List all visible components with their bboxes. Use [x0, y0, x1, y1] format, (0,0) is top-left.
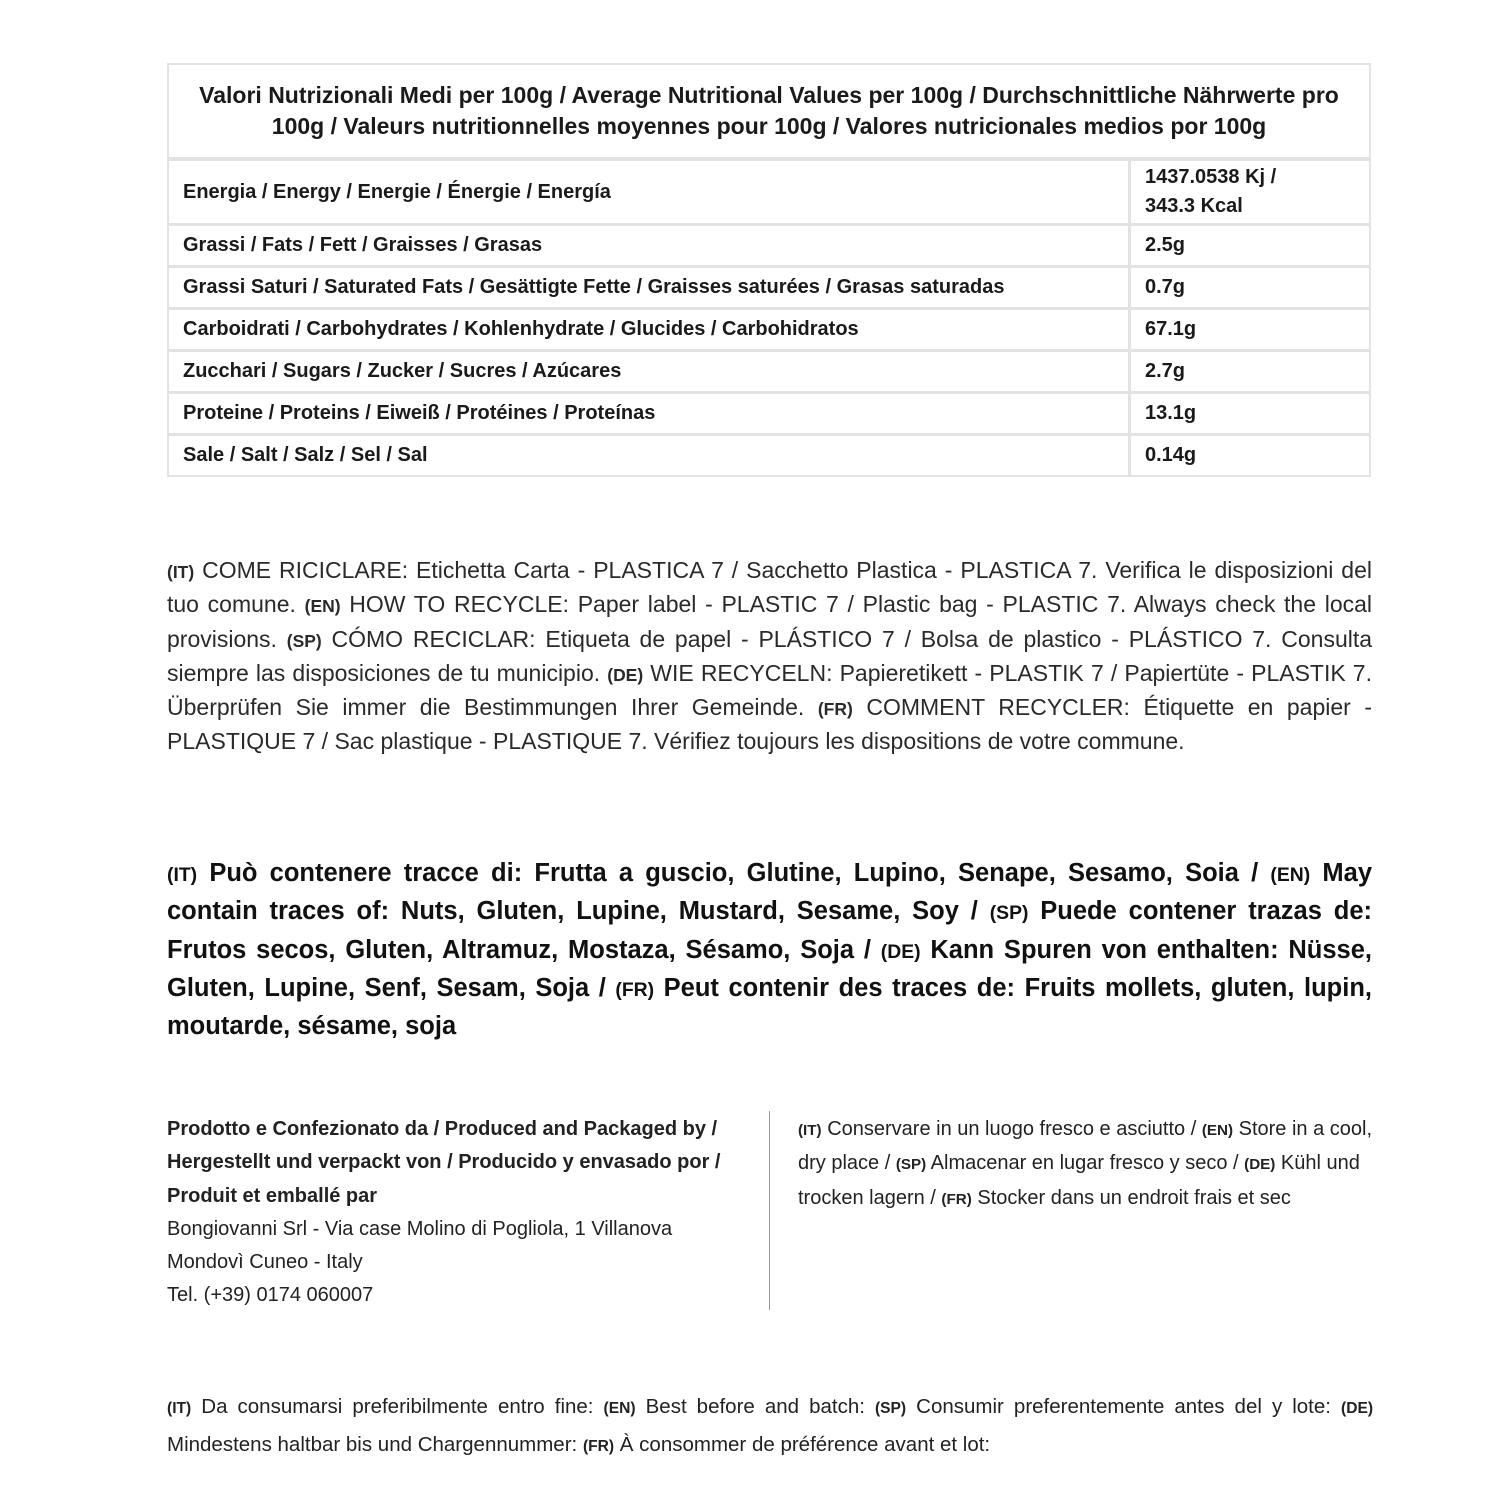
nutrition-table	[167, 63, 1371, 477]
language-code: (FR)	[582, 1438, 615, 1455]
language-code: (FR)	[615, 978, 655, 1001]
allergen-text: Può contenere tracce di: Frutta a guscio, Glutine, Lupino, Senape, Sesamo, Soia /	[209, 859, 1259, 887]
nutrient-label: Proteine / Proteins / Eiweiß / Protéines / Proteínas	[168, 393, 1130, 435]
language-code: (DE)	[880, 940, 921, 963]
best-before-text: Consumir preferentemente antes del y lote:	[916, 1395, 1331, 1418]
best-before-text: Mindestens haltbar bis und Chargennummer:	[167, 1433, 578, 1456]
language-code: (DE)	[1341, 1400, 1374, 1417]
producer-address: Bongiovanni Srl - Via case Molino di Pogliola, 1 Villanova Mondovì Cuneo - Italy	[167, 1217, 673, 1274]
language-code: (IT)	[167, 864, 198, 886]
producer-heading: Prodotto e Confezionato da / Produced and Packaged by / Hergestellt und verpackt von / Producido y envasado por / Produit et emballé par	[167, 1118, 721, 1207]
language-code: (EN)	[1270, 864, 1311, 886]
recycling-text: COMMENT RECYCLER: Étiquette en papier - PLASTIQUE 7 / Sac plastique - PLASTIQUE 7. Vérifiez toujours les dispositions de votre commune.	[167, 694, 1373, 755]
nutrition-table-title: Valori Nutrizionali Medi per 100g / Average Nutritional Values per 100g / Durchschnittliche Nährwerte pro 100g / Valeurs nutritionnelles moyennes pour 100g / Valores nutricionales medios por 100g	[168, 64, 1370, 159]
recycling-text: WIE RECYCELN: Papieretikett - PLASTIK 7 / Papiertüte - PLASTIK 7. Überprüfen Sie immer die Bestimmungen Ihrer Gemeinde.	[167, 659, 1372, 721]
storage-instructions	[798, 1113, 1373, 1216]
language-code: (IT)	[798, 1122, 822, 1139]
allergen-text: May contain traces of: Nuts, Gluten, Lupine, Mustard, Sesame, Soy /	[167, 859, 1373, 926]
language-code: (SP)	[286, 630, 322, 651]
nutrient-label: Grassi Saturi / Saturated Fats / Gesättigte Fette / Graisses saturées / Grasas saturadas	[168, 267, 1130, 309]
storage-text: Almacenar en lugar fresco y seco /	[930, 1152, 1239, 1175]
nutrient-label: Grassi / Fats / Fett / Graisses / Grasas	[168, 225, 1130, 267]
recycling-text: HOW TO RECYCLE: Paper label - PLASTIC 7 / Plastic bag - PLASTIC 7. Always check the local provisions.	[167, 591, 1373, 652]
table-row	[168, 225, 1370, 267]
language-code: (SP)	[874, 1400, 907, 1417]
table-row	[168, 309, 1370, 351]
language-code: (IT)	[167, 1400, 192, 1417]
nutrient-value: 13.1g	[1130, 393, 1371, 435]
allergen-warning	[167, 855, 1372, 1044]
table-row	[168, 351, 1370, 393]
table-row	[168, 435, 1370, 477]
energy-kj-value: 1437.0538 Kj /	[1145, 166, 1277, 188]
language-code: (FR)	[941, 1190, 972, 1208]
producer-phone: Tel. (+39) 0174 060007	[167, 1284, 374, 1307]
language-code: (EN)	[304, 596, 341, 617]
storage-text: Stocker dans un endroit frais et sec	[977, 1186, 1291, 1209]
allergen-text: Kann Spuren von enthalten: Nüsse, Gluten, Lupine, Senf, Sesam, Soja /	[167, 935, 1372, 1002]
column-divider	[769, 1111, 770, 1310]
language-code: (IT)	[167, 562, 195, 582]
nutrient-label: Carboidrati / Carbohydrates / Kohlenhydrate / Glucides / Carbohidratos	[168, 309, 1130, 351]
language-code: (DE)	[1244, 1156, 1276, 1174]
table-row	[168, 393, 1370, 435]
nutrient-value: 67.1g	[1130, 309, 1371, 351]
nutrition-header-row	[168, 64, 1370, 159]
language-code: (EN)	[1201, 1122, 1234, 1139]
nutrient-value: 2.7g	[1130, 351, 1371, 393]
language-code: (DE)	[607, 664, 644, 685]
best-before-text: Da consumarsi preferibilmente entro fine:	[201, 1395, 594, 1418]
nutrient-value: 0.14g	[1130, 435, 1371, 477]
recycling-instructions	[167, 554, 1372, 758]
nutrient-value	[1130, 159, 1371, 225]
storage-text: Store in a cool, dry place /	[798, 1118, 1373, 1175]
nutrient-value: 2.5g	[1130, 225, 1371, 267]
language-code: (EN)	[603, 1400, 636, 1417]
allergen-text: Peut contenir des traces de: Fruits mollets, gluten, lupin, moutarde, sésame, soja	[167, 973, 1372, 1041]
language-code: (SP)	[989, 902, 1029, 925]
allergen-text: Puede contener trazas de: Frutos secos, Gluten, Altramuz, Mostaza, Sésamo, Soja /	[167, 897, 1372, 964]
producer-info	[167, 1113, 747, 1313]
nutrient-label: Zucchari / Sugars / Zucker / Sucres / Azúcares	[168, 351, 1130, 393]
recycling-text: CÓMO RECICLAR: Etiqueta de papel - PLÁSTICO 7 / Bolsa de plastico - PLÁSTICO 7. Consulta siempre las disposiciones de tu municipio.	[167, 625, 1373, 686]
nutrient-label: Energia / Energy / Energie / Énergie / Energía	[168, 159, 1130, 225]
recycling-text: COME RICICLARE: Etichetta Carta - PLASTICA 7 / Sacchetto Plastica - PLASTICA 7. Verifica le disposizioni del tuo comune.	[167, 557, 1373, 618]
table-row	[168, 159, 1370, 225]
energy-kcal-value: 343.3 Kcal	[1145, 195, 1243, 217]
best-before-info	[167, 1389, 1373, 1465]
language-code: (SP)	[895, 1156, 927, 1174]
table-row	[168, 267, 1370, 309]
nutrient-label: Sale / Salt / Salz / Sel / Sal	[168, 435, 1130, 477]
storage-text: Kühl und trocken lagern /	[798, 1152, 1360, 1209]
best-before-text: À consommer de préférence avant et lot:	[619, 1433, 991, 1456]
storage-text: Conservare in un luogo fresco e asciutto /	[827, 1118, 1197, 1140]
language-code: (FR)	[817, 699, 853, 720]
nutrient-value: 0.7g	[1130, 267, 1371, 309]
best-before-text: Best before and batch:	[645, 1395, 865, 1418]
